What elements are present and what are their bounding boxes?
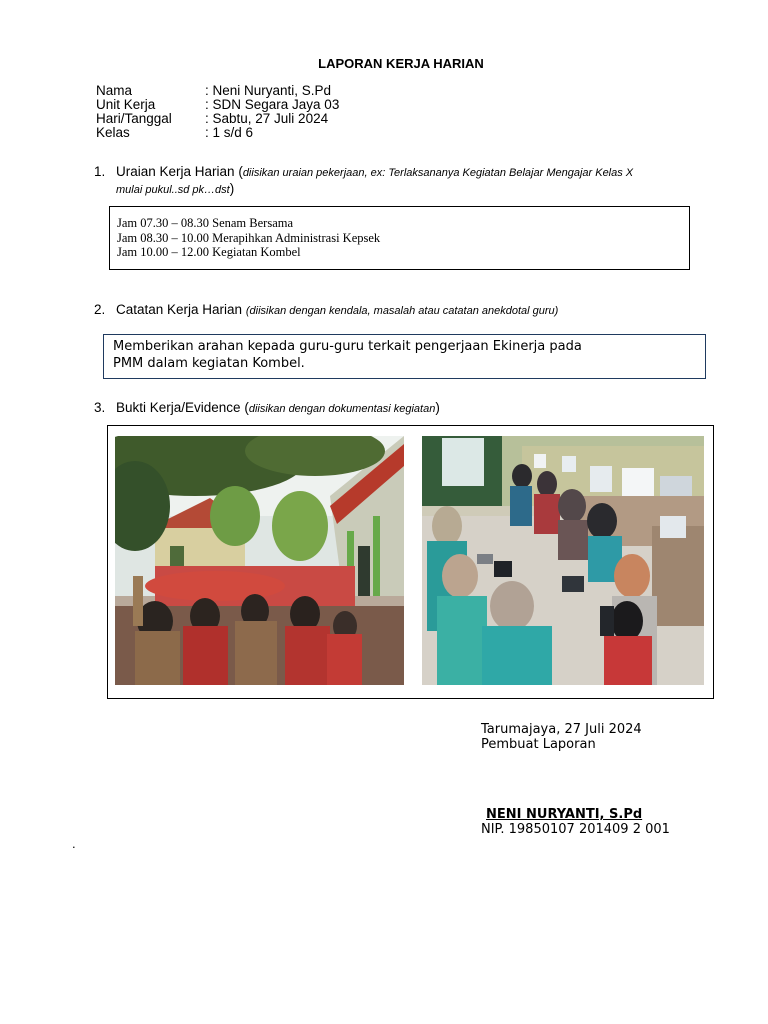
assembly-photo-image [115,436,404,685]
section-number: 3. [94,400,106,415]
catatan-text: Memberikan arahan kepada guru-guru terkait pengerjaan Ekinerja pada [113,339,582,354]
signature-name: NENI NURYANTI, S.Pd [486,807,643,822]
kombel-photo-image [422,436,704,685]
section-note: diisikan uraian pekerjaan, ex: Terlaksananya Kegiatan Belajar Mengajar Kelas X [242,167,634,179]
catatan-box [103,334,706,379]
paren-open: ( [240,400,249,415]
uraian-item: Jam 07.30 – 08.30 Senam Bersama [117,216,294,230]
paren-close: ) [229,181,235,196]
uraian-item: Jam 08.30 – 10.00 Merapihkan Administrasi Kepsek [117,230,381,245]
section-note: mulai pukul..sd pk…dst [116,184,230,196]
paren-close: ) [435,400,440,415]
info-label: Kelas [96,125,130,140]
evidence-photo-assembly [115,436,404,685]
info-value: : 1 s/d 6 [205,125,254,140]
uraian-box [109,206,690,270]
signature-nip: NIP. 19850107 201409 2 001 [481,822,670,837]
evidence-box [107,425,714,699]
info-label: Unit Kerja [96,97,156,112]
footer-dot: . [72,836,76,851]
evidence-photo-kombel [422,436,704,685]
section-note-line2 [116,181,234,196]
section-heading-text: Bukti Kerja/Evidence [116,400,241,415]
uraian-item: Jam 10.00 – 12.00 Kegiatan Kombel [117,245,301,259]
catatan-text: PMM dalam kegiatan Kombel. [113,356,305,371]
section-note: diisikan dengan dokumentasi kegiatan [248,403,436,415]
info-label: Hari/Tanggal [96,111,172,126]
info-value: : SDN Segara Jaya 03 [205,97,340,112]
info-block [96,84,516,144]
info-value: : Neni Nuryanti, S.Pd [205,83,332,98]
paren-open: ( [234,164,243,179]
info-value: : Sabtu, 27 Juli 2024 [205,111,329,126]
section-heading [116,164,633,179]
section-heading-text: Catatan Kerja Harian [116,302,243,317]
section-heading-text: Uraian Kerja Harian [116,164,235,179]
section-heading [116,302,558,317]
signature-place-date: Tarumajaya, 27 Juli 2024 [481,722,642,737]
report-title: LAPORAN KERJA HARIAN [318,56,484,71]
section-number: 1. [94,164,106,179]
section-number: 2. [94,302,106,317]
info-label: Nama [96,83,133,98]
signature-role: Pembuat Laporan [481,737,596,752]
section-heading [116,400,440,415]
section-note: (diisikan dengan kendala, masalah atau catatan anekdotal guru) [245,305,559,317]
